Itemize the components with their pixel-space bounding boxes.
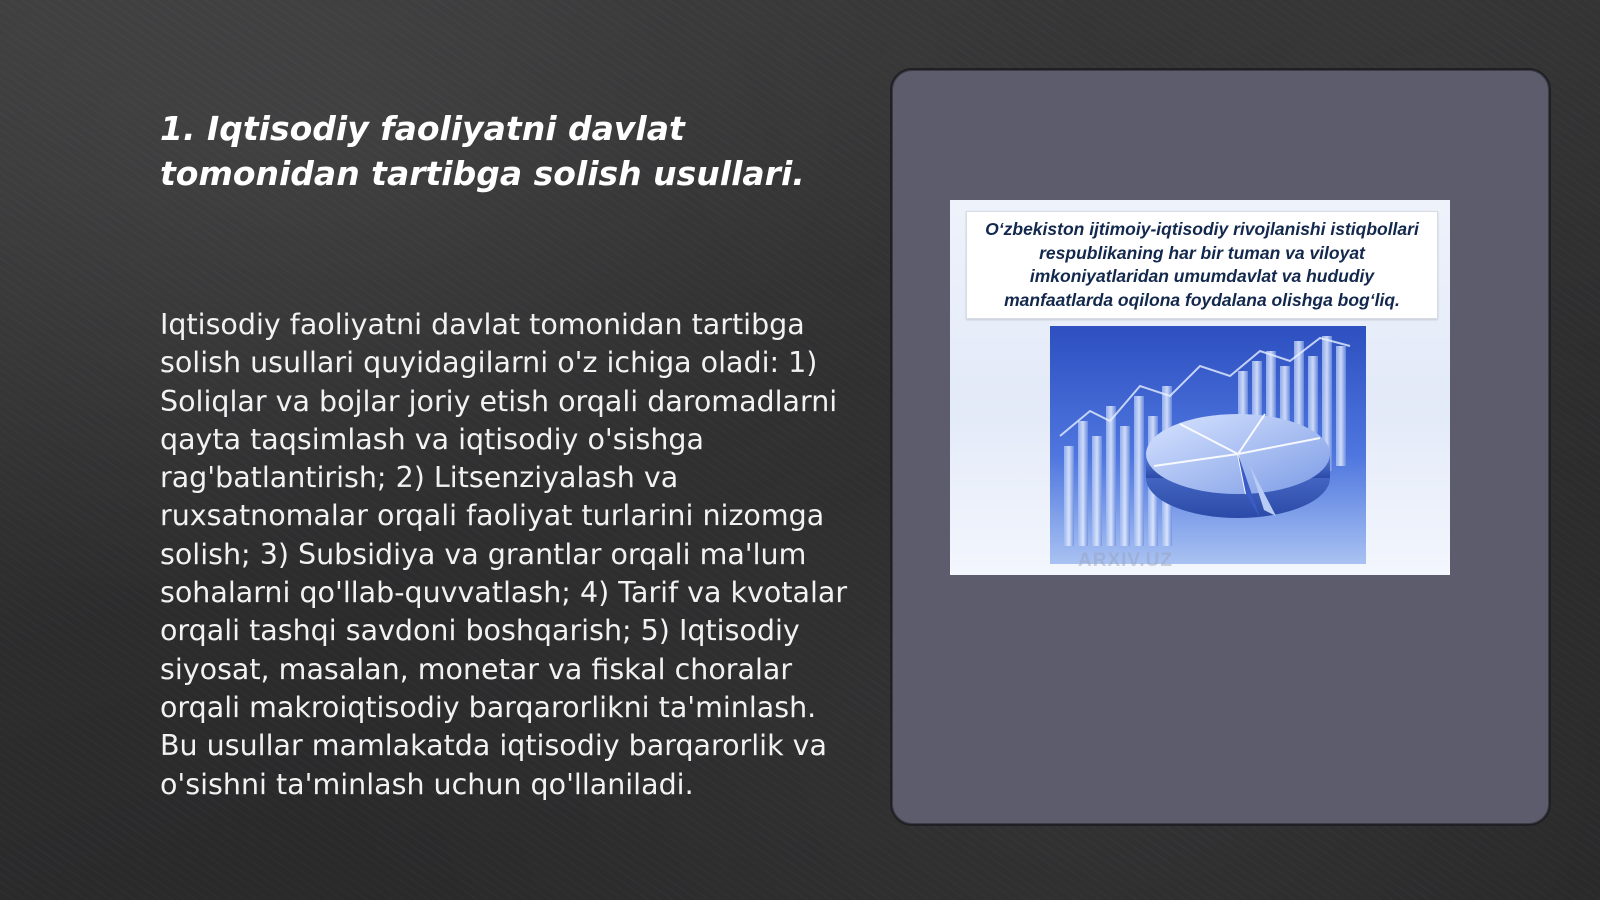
picture-caption-box bbox=[966, 211, 1438, 319]
chart-illustration-image bbox=[1050, 326, 1366, 564]
slide-body-text: Iqtisodiy faoliyatni davlat tomonidan tartibga solish usullari quyidagilarni o'z ichiga oladi: 1) Soliqlar va bojlar joriy etish orqali daromadlarni qayta taqsimlash va iqtisodiy o'sishga rag'batlantirish; 2) Litsenziyalash va ruxsatnomalar orqali faoliyat turlarini nizomga solish; 3) Subsidiya va grantlar orqali ma'lum sohalarni qo'llab-quvvatlash; 4) Tarif va kvotalar orqali tashqi savdoni boshqarish; 5) Iqtisodiy siyosat, masalan, monetar va fiskal choralar orqali makroiqtisodiy barqarorlikni ta'minlash. Bu usullar mamlakatda iqtisodiy barqarorlik va o'sishni ta'minlash uchun qo'llaniladi. bbox=[160, 308, 848, 801]
watermark: ARXIV.UZ bbox=[1078, 550, 1173, 571]
slide-title: 1. Iqtisodiy faoliyatni davlat tomonidan tartibga solish usullari. bbox=[160, 109, 805, 193]
picture-caption: O‘zbekiston ijtimoiy-iqtisodiy rivojlanishi istiqbollari respublikaning har bir tuman va viloyat imkoniyatlaridan umumdavlat va hududiy manfaatlarda oqilona foydalana olishga bog‘liq. bbox=[985, 219, 1419, 310]
slide-picture bbox=[950, 200, 1450, 575]
